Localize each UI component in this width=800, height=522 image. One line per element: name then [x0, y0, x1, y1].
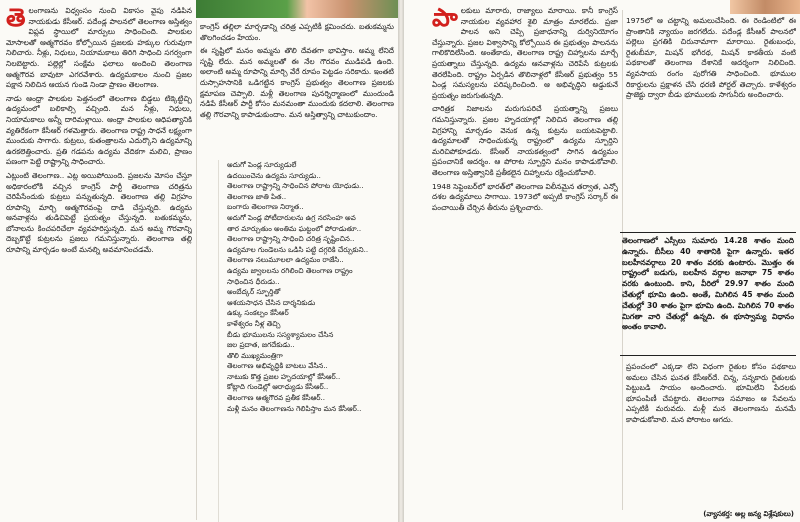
poem-line: అదుగో పెండ్ల సూర్యుడులే: [227, 160, 297, 169]
right-column-2: [626, 16, 796, 226]
poem-line: సాధించిన ధీరుడు..: [227, 276, 280, 286]
article-paragraph: చారిత్రక నిజాలను మరుగుపరిచే ప్రయత్నాన్ని ప్రజలు గమనిస్తున్నారు. ప్రజల హృదయాల్లో నిలిచిన తెలంగాణ తల్లి విగ్రహాన్ని మార్చడం వెనుక ఉన్న కుట్రను బయటపెట్టాలి. ఉద్యమాలతో సాధించుకున్న రాష్ట్రంలో ఉద్యమ స్ఫూర్తిని మరిచిపోకూడదు. కేసీఆర్ నాయకత్వంలో సాగిన ఉద్యమం ప్రపంచానికే ఆదర్శం. ఆ పోరాట స్ఫూర్తిని మనం కాపాడుకోవాలి. తెలంగాణ అస్తిత్వానికి ప్రతీకలైన చిహ్నాలను రక్షించుకోవాలి.: [432, 104, 618, 177]
article-paragraph: కాంగ్రెస్ తల్లిలా మార్చడాన్ని చరిత్ర ఎప్పటికీ క్షమించదు. బతుకమ్మను తొలగించడం హేయం.: [200, 22, 394, 42]
poem-line: బీడు భూములను సస్యశ్యామలం చేసిన: [227, 329, 334, 339]
poem-line: తార మార్చుతుం అంతిమ ఘట్టంలో పోరాడుతూ..: [227, 223, 362, 233]
right-header-photo: [730, 0, 800, 14]
article-paragraph: 1948 సెప్టెంబర్‌లో భారత్‌లో తెలంగాణ విలీనమైన తర్వాత, ఎన్నో దశల ఉద్యమాలు సాగాయి. 1973లో అప్పటి కాంగ్రెస్ సర్కార్ ఈ పంచాయితీ చేర్చిన తీరును ప్రశ్నించారు.: [432, 181, 618, 212]
poem-line: తెలంగాణ రాష్ట్రాన్ని సాధించి చరిత్ర సృష్టించిన..: [227, 234, 355, 244]
right-column-2b: [626, 362, 796, 504]
right-column-1: [432, 6, 618, 520]
poem-line: కాళేశ్వరం నీళ్ల తెచ్చి: [227, 318, 281, 328]
article-paragraph: నాడు ఆంధ్రా పాలకుల పెత్తనంలో తెలంగాణ బిడ్డలు టిక్కెట్టిచ్చి ఉద్యమంలో బలికాల్సి వచ్చింది. మన నీళ్లు, నిధులు, నియామకాలు అన్నీ దారిమళ్లాయి. ఆంధ్రా పాలకుల ఆధిపత్యానికి వ్యతిరేకంగా కేసీఆర్ గళమెత్తారు. తెలంగాణ రాష్ట్ర సాధనే లక్ష్యంగా ముందుకు సాగారు. కుట్రలు, కుతంత్రాలను ఎదుర్కొని ఉద్యమాన్ని ఉరకలెత్తించారు. ప్రతి గడపను ఉద్యమ వేదికగా మలిచి, ప్రాణం పణంగా పెట్టి రాష్ట్రాన్ని సాధించారు.: [6, 93, 192, 167]
header-photo-strip: [196, 0, 398, 18]
poem-line: ఉద్యమాల గుండెలను ఒడిసి పట్టి దగ్గరికి చేర్చుకుని..: [227, 244, 369, 254]
poem-line: అదుగో పెండ్ల పోటీదారులను ఉగ్ర నరసింహ అవ: [227, 212, 356, 222]
dropcap-right: పా: [432, 6, 458, 32]
article-paragraph: పాలకులు మారారు, రాజ్యాలు మారాయి. కానీ కాంగ్రెస్ నాయకుల వ్యవహార శైలి మాత్రం మారలేదు. ప్రజా పాలన అని చెప్పి ప్రజాధనాన్ని దుర్వినియోగం చేస్తున్నారు. ప్రజల విశ్వాసాన్ని కోల్పోయిన ఈ ప్రభుత్వం పాలనను గాలికొదిలేసింది. అంతేకాదు, తెలంగాణ రాష్ట్ర చిహ్నాలను మార్చే ప్రయత్నాలు చేస్తున్నది. ఉద్యమ ఆనవాళ్లను చెరిపేసే కుట్రలకు తెరలేపింది. రాష్ట్రం ఏర్పడిన తొలినాళ్లలో కేసీఆర్ ప్రభుత్వం 55 ఏండ్ల సమస్యలను పరిష్కరించింది. ఆ అభివృద్ధిని అడ్డుకునే ప్రయత్నం జరుగుతున్నది.: [432, 6, 618, 100]
poem-line: జల ప్రదాత, జగదేకుడు..: [227, 340, 295, 350]
article-paragraph: ప్రపంచంలో ఎక్కడా లేని విధంగా రైతుల కోసం పథకాలు అమలు చేసిన ఘనత కేసీఆర్‌దే. చిన్న, సన్నకారు రైతులకు పెట్టుబడి సాయం అందించారు. భూమిలేని పేదలకు భూపంపిణీ చేపట్టారు. తెలంగాణ సమాజం ఆ సేవలను ఎప్పటికీ మరువదు. మళ్లీ మన తెలంగాణను మనమే కాపాడుకోవాలి. మన పోరాటం ఆగదు.: [626, 362, 796, 424]
poem-line: తెలంగాణ రాష్ట్రాన్ని సాధించిన పోరాట యోధుడు..: [227, 181, 364, 191]
poem-line: ఉద్యమ జ్వాలలను రగిలించి తెలంగాణ రాష్ట్రం: [227, 265, 353, 275]
poem-line: ఆశయసాధన చేసిన దార్శనికుడు: [227, 297, 316, 307]
article-paragraph: ఎట్లుంటి తెలంగాణ.. ఎట్ల అయిపోయింది. ప్రజలను మోసం చేస్తూ అధికారంలోకి వచ్చిన కాంగ్రెస్ పార్టీ తెలంగాణ చరిత్రను చెరిపేసేందుకు కుట్రలు పన్నుతున్నది. తెలంగాణ తల్లి విగ్రహం రూపాన్ని మార్చి ఆత్మగౌరవంపై దాడి చేస్తున్నది. ఉద్యమ ఆనవాళ్లను తుడిచిపెట్టే ప్రయత్నం చేస్తున్నది. బతుకమ్మను, బోనాలను కించపరిచేలా వ్యవహరిస్తున్నది. మన అమ్మ గౌరవాన్ని దెబ్బకొట్టే కుట్రలను ప్రజలు గమనిస్తున్నారు. తెలంగాణ తల్లి రూపాన్ని మార్చడం అంటే మనల్ని అవమానించడమే.: [6, 170, 192, 255]
poem-line: తెలంగాణ నలుమూలలా ఉద్యమం రాజేసి..: [227, 255, 344, 265]
poem-line: ఉక్కు సంకల్పం కేసీఆర్: [227, 308, 289, 318]
poem-line: ఉదయించెను ఉద్యమ సూర్యుడు..: [227, 170, 321, 180]
poem-line: తెలంగాణ ఆత్మగౌరవ ప్రతీక కేసీఆర్..: [227, 393, 326, 403]
poem-line: నాటుకు కొత్త ప్రజల హృదయాల్లో కేసీఆర్..: [227, 371, 341, 381]
left-newspaper-page: [0, 0, 398, 522]
poem-line: తెలంగాణ అభివృద్ధికి బాటలు వేసిన..: [227, 361, 328, 371]
article-paragraph: తెలంగాణను విధ్వంసం నుంచి వికాసం వైపు నడిపిన నాయకుడు కేసీఆర్. పదేండ్ల పాలనలో తెలంగాణ అస్తిత్వం విప్లవ స్థాయిలో మార్పులు సాధించింది. పాలకుల మోసాలతో ఆత్మగౌరవం కోల్పోయిన ప్రజలకు హక్కుల గురువుగా నిలిచారు. నీళ్లు, నిధులు, నియామకాలు తిరిగి సాధించి సగర్వంగా నిలబెట్టారు. పల్లెల్లో సంక్షేమ ఫలాలు అందించి తెలంగాణ ఆత్మగౌరవ బావుటా ఎగరవేశారు. ఉద్యమకాలం నుంచి ప్రజల పక్షాన నిలిచిన ఆయన గుండె నిండా ప్రాణం తెలంగాణ.: [6, 6, 192, 90]
poem-line: మళ్లీ మనం తెలంగాణను గెలిపిస్తాం మన కేసీఆర్..: [227, 403, 362, 413]
article-paragraph: ఈ సృష్టిలో మనం అమ్మను తొలి దేవతగా భావిస్తాం. అమ్మ లేనిదే సృష్టి లేదు. మన అమ్మలతో ఈ నేల గౌరవం ముడిపడి ఉంది. అలాంటి అమ్మ రూపాన్ని మార్చి వేరే రూపం పెట్టడం సరికాదు. ఇంతటి దుస్సాహసానికి ఒడిగట్టిన కాంగ్రెస్ ప్రభుత్వం తెలంగాణ ప్రజలకు క్షమాపణ చెప్పాలి. మళ్లీ తెలంగాణ పునర్నిర్మాణంలో ముందుండి నడిపే కేసీఆర్ పార్టీ కోసం మనమంతా ముందుకు కదలాలి. తెలంగాణ తల్లి గౌరవాన్ని కాపాడుకుందాం. మన అస్తిత్వాన్ని చాటుకుందాం.: [200, 46, 394, 119]
poem-line: అంబేద్కర్ స్ఫూర్తితో: [227, 287, 281, 297]
author-credit: (వ్యాసకర్త: అల్ల జన్య విశ్లేషకులు): [703, 510, 794, 518]
article-paragraph: 1975లో ఆ చట్టాన్ని అమలుచేసింది. ఈ రెండింటిలో ఈ ప్రాంతానికి న్యాయం జరగలేదు. పదేండ్ల కేసీఆర్ పాలనలో పల్లెలు ప్రగతికి చిరునామాగా మారాయి. రైతుబంధు, రైతుబీమా, మిషన్ భగీరథ, మిషన్ కాకతీయ వంటి పథకాలతో తెలంగాణ దేశానికే ఆదర్శంగా నిలిచింది. వ్యవసాయ రంగం పురోగతి సాధించింది. భూముల రికార్డులను ప్రక్షాళన చేసి ధరణి పోర్టల్ తెచ్చారు. కాళేశ్వరం ప్రాజెక్టు ద్వారా బీడు భూములకు సాగునీరు అందించారు.: [626, 16, 796, 100]
statistics-box: తెలంగాణలో ఎస్సీలు సుమారు 14.28 శాతం మంది ఉన్నారు. బీసీలు 40 శాతానికి పైగా ఉన్నారు. ఇతర బలహీనవర్గాలు 20 శాతం వరకు ఉంటారు. మొత్తం ఈ రాష్ట్రంలో బడుగు, బలహీన వర్గాల జనాభా 75 శాతం వరకు ఉంటుంది. కాని, వీరిలో 29.97 శాతం మంది చేతుల్లో భూమి ఉంది. అంతే, మిగిలిన 45 శాతం మంది చేతుల్లో 30 శాతం పైగా భూమి ఉంది. మిగిలిన 70 శాతం మిగతా వారి చేతుల్లో ఉన్నది. ఈ భూస్వామ్య విధానం అంతం కావాలి.: [620, 232, 796, 356]
column-divider: [196, 20, 197, 520]
poem-box: [218, 160, 398, 522]
poem-line: కోట్లాది గుండెల్లో ఆరాధ్యుడు కేసీఆర్..: [227, 382, 329, 392]
poem-line: తొలి ముఖ్యమంత్రిగా: [227, 350, 283, 360]
dropcap-left: తె: [6, 6, 26, 32]
left-column-2: [200, 22, 394, 158]
left-column-1: [6, 6, 192, 520]
poem-line: బంగారు తెలంగాణ నిర్మాత..: [227, 202, 304, 212]
poem-line: తెలంగాణ జాతి పిత..: [227, 191, 287, 201]
